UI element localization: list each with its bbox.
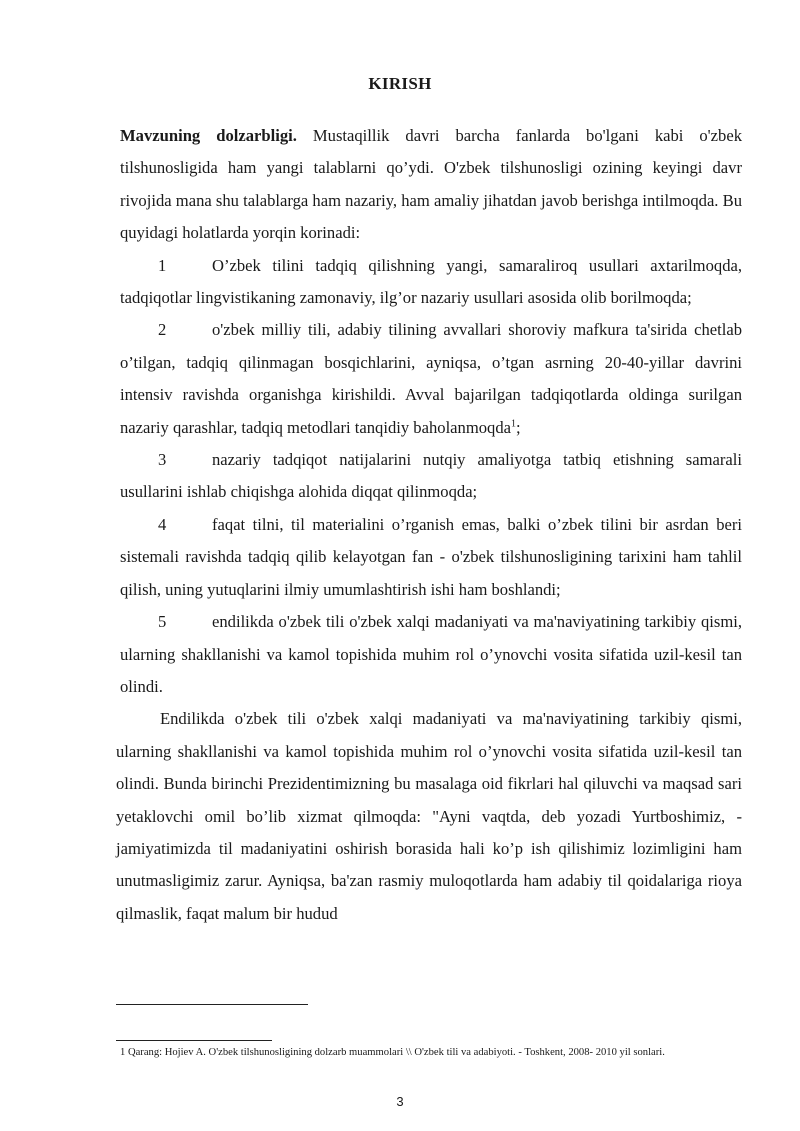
- body-paragraph: Endilikda o'zbek tili o'zbek xalqi madaniyati va ma'naviyatining tarkibiy qismi, ularning shakllanishi va kamol topishida muhim rol o’ynovchi vosita sifatida uzil-kesil tan olindi. Bunda birinchi Prezidentimizning bu masalaga oid fikrlari hal qiluvchi va maqsad sari yetaklovchi omil bo’lib xizmat qilmoqda: "Ayni vaqtda, deb yozadi Yurtboshimiz, - jamiyatimizda til madaniyatini oshirish borasida hali ko’p ish qilishimiz lozimligini ham unutmasligimiz zarur. Ayniqsa, ba'zan rasmiy muloqotlarda ham adabiy til qoidalariga rioya qilmaslik, faqat malum bir hudud: [116, 709, 742, 923]
- footnote-rule: [116, 1040, 272, 1041]
- document-title: KIRISH: [368, 74, 432, 93]
- list-item: [120, 250, 742, 315]
- list-item-text: faqat tilni, til materialini o’rganish emas, balki o’zbek tilini bir asrdan beri sistemali ravishda tadqiq qilib kelayotgan fan - o'zbek tilshunosligining tarixini ham tahlil qilish, uning yutuqlarini ilmiy umumlashtirish ishi ham boshlandi;: [120, 514, 742, 599]
- list-item-number: 2: [158, 320, 167, 340]
- list-item: [120, 444, 742, 509]
- page-number: 3: [396, 1094, 404, 1109]
- list-item-text: O’zbek tilini tadqiq qilishning yangi, samaraliroq usullari axtarilmoqda, tadqiqotlar lingvistikaning zamonaviy, ilg’or nazariy usullari asosida olib borilmoqda;: [120, 255, 742, 308]
- list-item-text: o'zbek milliy tili, adabiy tilining avvallari shoroviy mafkura ta'sirida chetlab o’tilgan, tadqiq qilinmagan bosqichlarini, ayniqsa, o’tgan asrning 20-40-yillar davrini intensiv ravishda organishga kirishildi. Avval bajarilgan tadqiqotlarda oldinga surilgan nazariy qarashlar, tadqiq metodlari tanqidiy baholanmoqda: [120, 320, 742, 437]
- body-text: [116, 120, 742, 930]
- list-item-number: 5: [158, 612, 167, 632]
- footnote-separator: [116, 1004, 308, 1005]
- list-item-number: 4: [158, 514, 167, 534]
- intro-lead: Mavzuning dolzarbligi.: [120, 126, 297, 145]
- list-item: [120, 314, 742, 444]
- list-item: [120, 606, 742, 703]
- footnote-reference[interactable]: 1: [511, 418, 516, 430]
- list-item-text: nazariy tadqiqot natijalarini nutqiy amaliyotga tatbiq etishning samarali usullarini ishlab chiqishga alohida diqqat qilinmoqda;: [120, 450, 742, 502]
- list-item-number: 3: [158, 450, 167, 470]
- list-item-tail: ;: [516, 417, 521, 437]
- intro-text: Mustaqillik davri barcha fanlarda bo'lgani kabi o'zbek tilshunosligida ham yangi talablarni qo’ydi. O'zbek tilshunosligi ozining keyingi davr rivojida mana shu talablarga ham nazariy, ham amaliy jihatdan javob berishga intilmoqda. Bu quyidagi holatlarda yorqin korinadi:: [120, 126, 742, 243]
- list-item: [120, 509, 742, 606]
- list-item-number: 1: [158, 255, 167, 275]
- intro-paragraph: [120, 120, 742, 250]
- footnote: 1 Qarang: Hojiev A. O'zbek tilshunosligining dolzarb muammolari \\ O'zbek tili va adabiyoti. - Toshkent, 2008- 2010 yil sonlari.: [120, 1047, 665, 1058]
- list-item-text: endilikda o'zbek tili o'zbek xalqi madaniyati va ma'naviyatining tarkibiy qismi, ularning shakllanishi va kamol topishida muhim rol o’ynovchi vosita sifatida uzil-kesil tan olindi.: [120, 612, 742, 696]
